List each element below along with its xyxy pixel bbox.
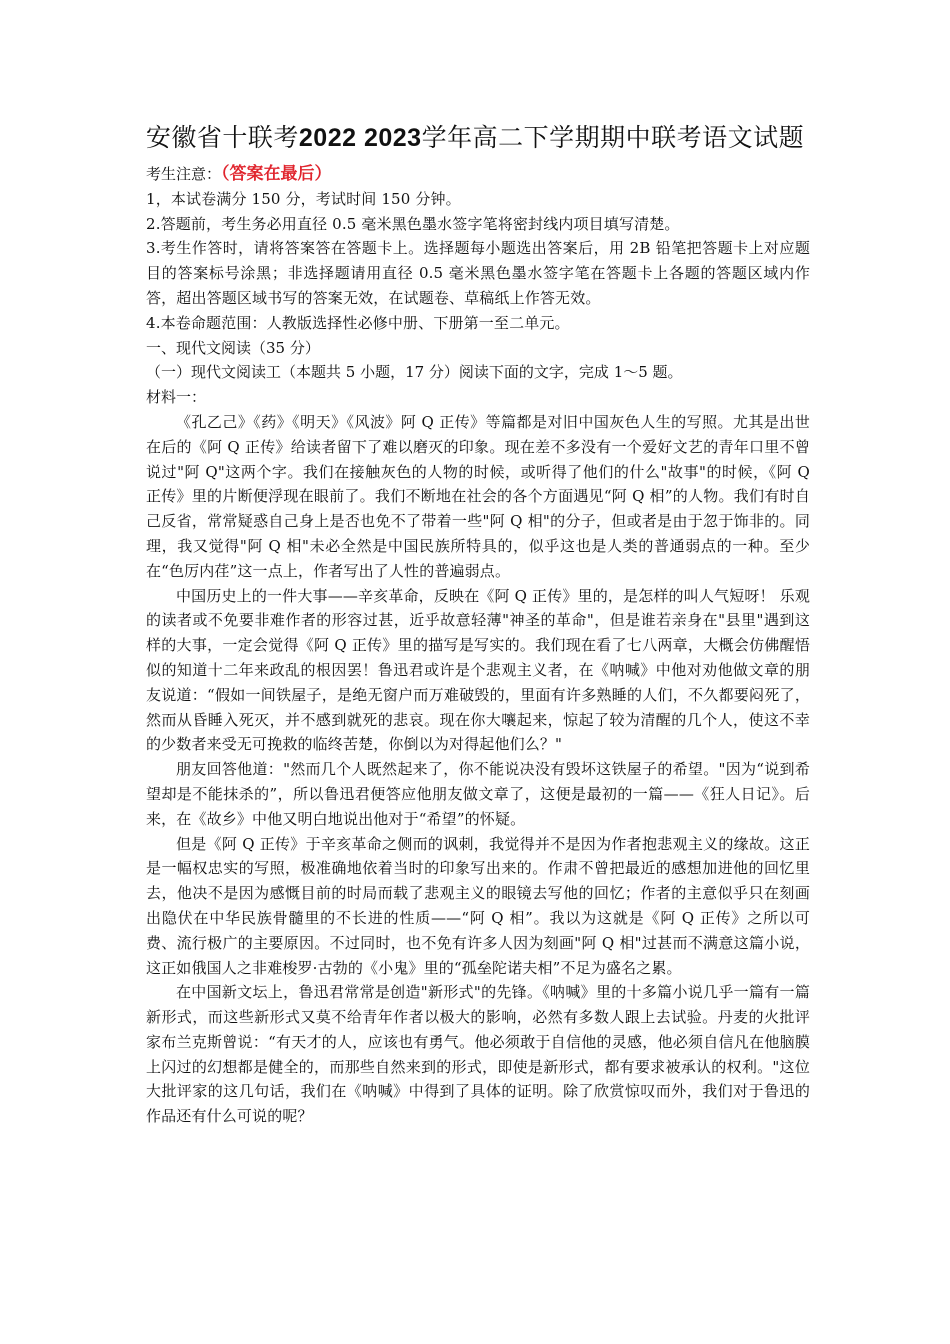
notice-item: 1，本试卷满分 150 分，考试时间 150 分钟。 (146, 189, 461, 208)
page-title (0, 118, 950, 154)
title-years: 2022 2023 (298, 124, 422, 152)
passage-paragraph: 朋友回答他道："然而几个人既然起来了，你不能说决没有毁坏这铁屋子的希望。"因为“说到希望却是不能抹杀的”，所以鲁迅君便答应他朋友做文章了，这便是最初的一篇——《狂人日记》。后来，在《故乡》中他又明白地说出他对于“希望”的怀疑。 (146, 760, 810, 828)
passage-paragraph: 中国历史上的一件大事——辛亥革命，反映在《阿 Q 正传》里的，是怎样的叫人气短呀！ 乐观的读者或不免要非难作者的形容过甚，近乎故意轻薄"神圣的革命"，但是谁若亲身在"县里"遇到这样的大事，一定会觉得《阿 Q 正传》里的描写是写实的。我们现在看了七八两章，大概会仿佛醒悟似的知道十二年来政乱的根因罢！鲁迅君或许是个悲观主义者，在《呐喊》中他对劝他做文章的朋友说道：“假如一间铁屋子，是绝无窗户而万难破毁的，里面有许多熟睡的人们，不久都要闷死了，然而从昏睡入死灭，并不感到就死的悲哀。现在你大嚷起来，惊起了较为清醒的几个人，使这不幸的少数者来受无可挽救的临终苦楚，你倒以为对得起他们么？" (146, 586, 810, 754)
answer-note: （答案在最后） (221, 164, 332, 184)
notice-header (146, 162, 810, 187)
title-prefix: 安徽省十联考 (145, 123, 299, 152)
notice-label: 考生注意： (146, 165, 222, 183)
passage-paragraph: 在中国新文坛上，鲁迅君常常是创造"新形式"的先锋。《呐喊》里的十多篇小说几乎一篇有一篇新形式，而这些新形式又莫不给青年作者以极大的影响，必然有多数人跟上去试验。丹麦的火批评家布兰克斯曾说：“有天才的人，应该也有勇气。他必须敢于自信他的灵感，他必须自信凡在他脑膜上闪过的幻想都是健全的，而那些自然来到的形式，即使是新形式，都有要求被承认的权利。"这位大批评家的这几句话，我们在《呐喊》中得到了具体的证明。除了欣赏惊叹而外，我们对于鲁迅的作品还有什么可说的呢？ (146, 983, 810, 1126)
exam-content (146, 162, 810, 1129)
notice-item: 2.答题前，考生务必用直径 0.5 毫米黑色墨水签字笔将密封线内项目填写清楚。 (146, 214, 680, 233)
notice-item: 4.本卷命题范围：人教版选择性必修中册、下册第一至二单元。 (146, 313, 570, 332)
passage-paragraph: 但是《阿 Q 正传》于辛亥革命之侧而的讽刺，我觉得并不是因为作者抱悲观主义的缘故。这正是一幅权忠实的写照，极准确地依着当时的印象写出来的。作肃不曾把最近的感想加进他的回忆里去，他决不是因为感慨目前的时局而载了悲观主义的眼镜去写他的回忆；作者的主意似乎只在刻画出隐伏在中华民族骨髓里的不长进的性质——“阿 Q 相”。我以为这就是《阿 Q 正传》之所以可费、流行极广的主要原因。不过同时，也不免有许多人因为刻画"阿 Q 相"过甚而不满意这篇小说，这正如俄国人之非难梭罗·古勃的《小鬼》里的“孤垒陀诺夫相”不足为盛名之累。 (146, 834, 810, 977)
material-label: 材料一： (146, 388, 207, 407)
section-heading: 一、现代文阅读（35 分） (146, 338, 320, 357)
notice-item: 3.考生作答时，请将答案答在答题卡上。选择题每小题选出答案后，用 2B 铅笔把答题卡上对应题目的答案标号涂黑；非选择题请用直径 0.5 毫米黑色墨水签字笔在答题卡上各题的答题区域内作答，超出答题区域书写的答案无效，在试题卷、草稿纸上作答无效。 (146, 239, 810, 307)
title-suffix: 学年高二下学期期中联考语文试题 (421, 123, 805, 152)
passage-paragraph: 《孔乙己》《药》《明天》《风波》阿 Q 正传》等篇都是对旧中国灰色人生的写照。尤其是出世在后的《阿 Q 正传》给读者留下了难以磨灭的印象。现在差不多没有一个爱好文艺的青年口里不曾说过"阿 Q"这两个字。我们在接触灰色的人物的时候，或听得了他们的什么"故事"的时候，《阿 Q 正传》里的片断便浮现在眼前了。我们不断地在社会的各个方面遇见“阿 Q 相”的人物。我们有时自己反省，常常疑惑自己身上是否也免不了带着一些"阿 Q 相"的分子，但或者是由于忽于饰非的。同理，我又觉得"阿 Q 相"未必全然是中国民族所特具的，似乎这也是人类的普通弱点的一种。至少在“色厉内荏”这一点上，作者写出了人性的普遍弱点。 (146, 412, 810, 580)
sub-heading: （一）现代文阅读工（本题共 5 小题，17 分）阅读下面的文字，完成 1～5 题。 (146, 363, 683, 382)
